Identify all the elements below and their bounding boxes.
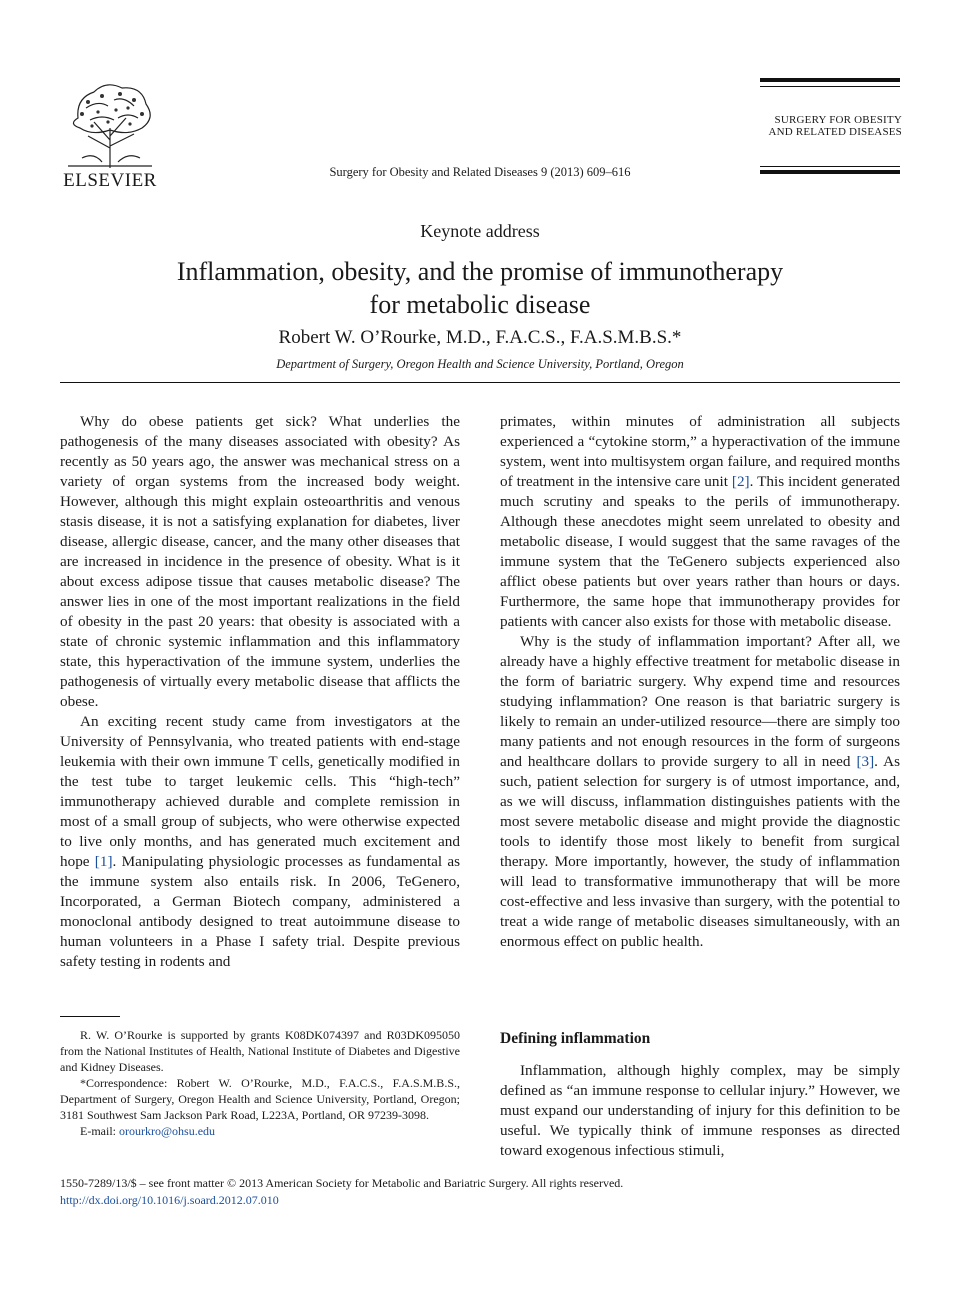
paragraph-text: . This incident generated much scrutiny and speaks to the perils of immunotherapy. Although these anecdotes might seem unrelated to obesity and metabolic disease, I would suggest that the same ravages of the immune system that the TeGenero subjects experienced also afflict obese patients but over years rather than hours or days. Furthermore, the same hope that immunotherapy provides for patients with cancer also exists for those with metabolic disease. bbox=[500, 473, 901, 630]
reference-link-1[interactable]: [1] bbox=[94, 853, 113, 870]
paragraph bbox=[60, 412, 460, 712]
paragraph-text: An exciting recent study came from investigators at the University of Pennsylvania, who treated patients with end-stage leukemia with their own immune T cells, genetically modified in the test tube to target leukemic cells. This “high-tech” immunotherapy achieved durable and complete remission in most of a small group of subjects, who were otherwise expected to live only months, and has generated much excitement and hope bbox=[60, 713, 460, 870]
doi-link[interactable]: http://dx.doi.org/10.1016/j.soard.2012.07.010 bbox=[60, 1193, 279, 1207]
journal-rule bbox=[760, 78, 900, 82]
title-divider bbox=[60, 382, 900, 383]
copyright-notice: 1550-7289/13/$ – see front matter © 2013 American Society for Metabolic and Bariatric Surgery. All rights reserved. bbox=[60, 1176, 624, 1190]
reference-link-2[interactable]: [2] bbox=[731, 473, 750, 490]
paragraph bbox=[500, 1061, 900, 1161]
paragraph bbox=[60, 712, 460, 972]
publisher-logo-text: ELSEVIER bbox=[63, 170, 157, 191]
body-column-left bbox=[60, 412, 460, 972]
body-column-right-continued bbox=[500, 1061, 900, 1161]
email-note bbox=[60, 1123, 460, 1139]
journal-name-line2: AND RELATED DISEASES bbox=[768, 126, 902, 138]
copyright-block bbox=[60, 1175, 920, 1209]
paragraph bbox=[500, 632, 900, 952]
paragraph-text: . As such, patient selection for surgery is of utmost importance, and, as we will discuss, inflammation distinguishes patients with the most severe metabolic disease and might provide the diagnostic tools to identify those most likely to benefit from surgical therapy. More importantly, however, the study of inflammation will lead to transformative immunotherapy that will be more cost-effective and less invasive than surgery, with the potential to treat a wide range of metabolic diseases simultaneously, with an enormous effect on public health. bbox=[500, 753, 900, 950]
paragraph-text: Why do obese patients get sick? What underlies the pathogenesis of the many diseases associated with obesity? As recently as 50 years ago, the answer was mechanical stress on a variety of organ systems from the increased body weight. However, although this might explain osteoarthritis and venous stasis disease, it is not a satisfying explanation for diabetes, liver disease, allergic disease, cancer, and the many other diseases that are increased in incidence in the presence of obesity. What is it about excess adipose tissue that causes metabolic disease? The answer lies in one of the most important realizations in the field of obesity in the past 20 years: that obesity is associated with a state of chronic systemic inflammation and this inflammatory state, this hyperactivation of the immune system, underlies the pathogenesis of virtually every metabolic disease that afflicts the obese. bbox=[60, 413, 460, 710]
paragraph-text: Why is the study of inflammation important? After all, we already have a highly effective treatment for metabolic disease in the form of bariatric surgery. Why expend time and resources studying inflammation? One reason is that bariatric surgery is likely to remain an under-utilized resource—there are simply too many patients and not enough resources in the form of surgeons and healthcare dollars to provide surgery to all in need bbox=[500, 633, 900, 770]
footnote-divider bbox=[60, 1016, 120, 1017]
email-label: E-mail: bbox=[80, 1124, 119, 1138]
funding-note: R. W. O’Rourke is supported by grants K08DK074397 and R03DK095050 from the National Institutes of Health, National Institute of Diabetes and Digestive and Kidney Diseases. bbox=[60, 1028, 460, 1074]
reference-link-3[interactable]: [3] bbox=[856, 753, 875, 770]
journal-rule bbox=[760, 170, 900, 174]
paragraph-text: . Manipulating physiologic processes as fundamental as the immune system also entails risk. In 2006, TeGenero, Incorporated, a German Biotech company, administered a monoclonal antibody designed to treat autoimmune disease to human volunteers in a Phase I safety trial. Despite previous safety testing in rodents and bbox=[60, 853, 460, 970]
journal-rule bbox=[760, 166, 900, 167]
body-column-right bbox=[500, 412, 900, 952]
paragraph-text: Inflammation, although highly complex, may be simply defined as “an immune response to cellular injury.” However, we must expand our understanding of injury for this definition to be useful. We typically think of immune responses as directed toward exogenous infectious stimuli, bbox=[500, 1062, 900, 1159]
affiliation: Department of Surgery, Oregon Health and Science University, Portland, Oregon bbox=[276, 357, 684, 371]
email-link[interactable]: orourkro@ohsu.edu bbox=[119, 1124, 216, 1138]
footnotes bbox=[60, 1027, 460, 1139]
author-line: Robert W. O’Rourke, M.D., F.A.C.S., F.A.S.M.B.S.* bbox=[278, 327, 682, 348]
journal-rule bbox=[760, 86, 900, 87]
paragraph bbox=[500, 412, 900, 632]
section-heading: Defining inflammation bbox=[500, 1030, 651, 1047]
journal-citation: Surgery for Obesity and Related Diseases 9 (2013) 609–616 bbox=[329, 165, 631, 179]
section-label: Keynote address bbox=[420, 221, 540, 241]
article-title bbox=[60, 255, 900, 321]
paragraph-text: primates, within minutes of administration all subjects experienced a “cytokine storm,” a hyperactivation of the immune system, went into multisystem organ failure, and required months of treatment in the intensive care unit bbox=[500, 413, 900, 490]
article-title-line1: Inflammation, obesity, and the promise of immunotherapy bbox=[176, 257, 784, 286]
journal-name-line1: SURGERY FOR OBESITY bbox=[774, 114, 902, 126]
elsevier-tree-logo bbox=[58, 78, 162, 170]
article-title-line2: for metabolic disease bbox=[369, 290, 591, 319]
correspondence-note: *Correspondence: Robert W. O’Rourke, M.D., F.A.C.S., F.A.S.M.B.S., Department of Surgery, Oregon Health and Science University, Portland, Oregon; 3181 Southwest Sam Jackson Park Road, L223A, Portland, OR 97239-3098. bbox=[60, 1076, 460, 1122]
journal-name bbox=[740, 114, 902, 138]
